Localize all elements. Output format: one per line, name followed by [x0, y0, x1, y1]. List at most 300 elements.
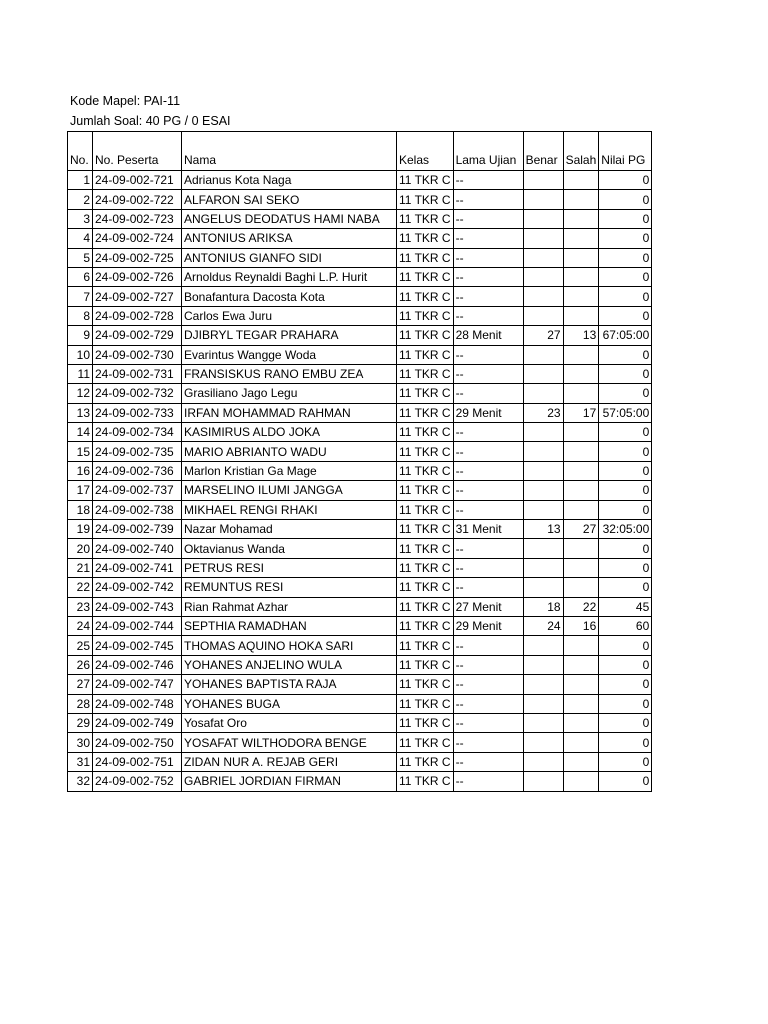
cell-nilai-pg: 0: [599, 229, 652, 248]
cell-benar: [523, 209, 563, 228]
cell-no-peserta: 24-09-002-729: [93, 326, 182, 345]
cell-kelas: 11 TKR C: [397, 248, 454, 267]
column-header-nama: Nama: [182, 132, 397, 171]
cell-nilai-pg: 0: [599, 287, 652, 306]
cell-no-peserta: 24-09-002-740: [93, 539, 182, 558]
cell-nilai-pg: 0: [599, 733, 652, 752]
cell-benar: [523, 384, 563, 403]
cell-no-peserta: 24-09-002-732: [93, 384, 182, 403]
table-row: [68, 267, 652, 286]
cell-lama-ujian: --: [453, 636, 523, 655]
cell-salah: [563, 461, 599, 480]
column-header-no: No.: [68, 132, 93, 171]
jumlah-soal-label: Jumlah Soal: 40 PG / 0 ESAI: [70, 114, 231, 128]
cell-benar: [523, 539, 563, 558]
table-row: [68, 694, 652, 713]
cell-nilai-pg: 0: [599, 481, 652, 500]
cell-salah: [563, 306, 599, 325]
cell-benar: [523, 248, 563, 267]
cell-no-peserta: 24-09-002-724: [93, 229, 182, 248]
column-header-lama-ujian: Lama Ujian: [453, 132, 523, 171]
cell-benar: 13: [523, 520, 563, 539]
cell-lama-ujian: --: [453, 287, 523, 306]
cell-salah: 13: [563, 326, 599, 345]
cell-no: 16: [68, 461, 93, 480]
cell-nilai-pg: 0: [599, 306, 652, 325]
cell-kelas: 11 TKR C: [397, 481, 454, 500]
table-row: [68, 578, 652, 597]
table-row: [68, 520, 652, 539]
cell-lama-ujian: --: [453, 267, 523, 286]
cell-benar: [523, 190, 563, 209]
cell-no: 25: [68, 636, 93, 655]
cell-no-peserta: 24-09-002-744: [93, 616, 182, 635]
cell-no-peserta: 24-09-002-728: [93, 306, 182, 325]
cell-nilai-pg: 0: [599, 558, 652, 577]
cell-no: 18: [68, 500, 93, 519]
cell-no: 24: [68, 616, 93, 635]
cell-lama-ujian: --: [453, 442, 523, 461]
cell-kelas: 11 TKR C: [397, 267, 454, 286]
cell-no: 5: [68, 248, 93, 267]
cell-benar: 18: [523, 597, 563, 616]
cell-nilai-pg: 0: [599, 423, 652, 442]
cell-nama: Marlon Kristian Ga Mage: [182, 461, 397, 480]
cell-kelas: 11 TKR C: [397, 209, 454, 228]
cell-salah: [563, 229, 599, 248]
cell-kelas: 11 TKR C: [397, 171, 454, 190]
table-row: [68, 461, 652, 480]
table-row: [68, 539, 652, 558]
cell-nama: MIKHAEL RENGI RHAKI: [182, 500, 397, 519]
cell-no-peserta: 24-09-002-752: [93, 772, 182, 791]
cell-benar: [523, 655, 563, 674]
cell-benar: 27: [523, 326, 563, 345]
table-row: [68, 733, 652, 752]
cell-no-peserta: 24-09-002-721: [93, 171, 182, 190]
cell-nama: YOSAFAT WILTHODORA BENGE: [182, 733, 397, 752]
cell-no-peserta: 24-09-002-749: [93, 713, 182, 732]
cell-salah: 22: [563, 597, 599, 616]
cell-nilai-pg: 0: [599, 171, 652, 190]
cell-no-peserta: 24-09-002-726: [93, 267, 182, 286]
cell-no: 11: [68, 364, 93, 383]
cell-nama: ZIDAN NUR A. REJAB GERI: [182, 752, 397, 771]
cell-benar: [523, 713, 563, 732]
cell-salah: [563, 733, 599, 752]
cell-kelas: 11 TKR C: [397, 733, 454, 752]
cell-no: 15: [68, 442, 93, 461]
cell-benar: [523, 675, 563, 694]
cell-no-peserta: 24-09-002-748: [93, 694, 182, 713]
cell-no: 7: [68, 287, 93, 306]
cell-nama: Rian Rahmat Azhar: [182, 597, 397, 616]
cell-salah: [563, 752, 599, 771]
cell-benar: [523, 694, 563, 713]
cell-lama-ujian: --: [453, 578, 523, 597]
cell-salah: [563, 558, 599, 577]
cell-lama-ujian: --: [453, 675, 523, 694]
cell-salah: [563, 694, 599, 713]
cell-salah: 27: [563, 520, 599, 539]
cell-salah: [563, 578, 599, 597]
cell-kelas: 11 TKR C: [397, 694, 454, 713]
cell-no-peserta: 24-09-002-747: [93, 675, 182, 694]
cell-nama: Arnoldus Reynaldi Baghi L.P. Hurit: [182, 267, 397, 286]
cell-lama-ujian: --: [453, 461, 523, 480]
cell-nama: THOMAS AQUINO HOKA SARI: [182, 636, 397, 655]
cell-benar: 23: [523, 403, 563, 422]
cell-no-peserta: 24-09-002-736: [93, 461, 182, 480]
cell-kelas: 11 TKR C: [397, 384, 454, 403]
column-header-nilai-pg: Nilai PG: [599, 132, 652, 171]
cell-benar: [523, 733, 563, 752]
table-row: [68, 403, 652, 422]
cell-no-peserta: 24-09-002-723: [93, 209, 182, 228]
cell-benar: [523, 558, 563, 577]
cell-no: 13: [68, 403, 93, 422]
column-header-kelas: Kelas: [397, 132, 454, 171]
cell-kelas: 11 TKR C: [397, 190, 454, 209]
table-row: [68, 500, 652, 519]
cell-salah: [563, 171, 599, 190]
cell-kelas: 11 TKR C: [397, 655, 454, 674]
cell-no: 17: [68, 481, 93, 500]
cell-no-peserta: 24-09-002-730: [93, 345, 182, 364]
cell-kelas: 11 TKR C: [397, 578, 454, 597]
cell-kelas: 11 TKR C: [397, 520, 454, 539]
cell-nama: KASIMIRUS ALDO JOKA: [182, 423, 397, 442]
cell-benar: [523, 171, 563, 190]
cell-no: 27: [68, 675, 93, 694]
table-row: [68, 306, 652, 325]
cell-kelas: 11 TKR C: [397, 636, 454, 655]
cell-lama-ujian: 29 Menit: [453, 403, 523, 422]
cell-no: 20: [68, 539, 93, 558]
cell-lama-ujian: --: [453, 694, 523, 713]
cell-kelas: 11 TKR C: [397, 772, 454, 791]
table-row: [68, 171, 652, 190]
cell-no: 30: [68, 733, 93, 752]
cell-nama: YOHANES ANJELINO WULA: [182, 655, 397, 674]
cell-benar: [523, 267, 563, 286]
cell-benar: [523, 752, 563, 771]
cell-no-peserta: 24-09-002-742: [93, 578, 182, 597]
cell-salah: [563, 772, 599, 791]
table-row: [68, 190, 652, 209]
cell-nilai-pg: 0: [599, 772, 652, 791]
cell-nama: GABRIEL JORDIAN FIRMAN: [182, 772, 397, 791]
cell-kelas: 11 TKR C: [397, 558, 454, 577]
cell-nama: YOHANES BAPTISTA RAJA: [182, 675, 397, 694]
cell-no: 14: [68, 423, 93, 442]
cell-salah: [563, 287, 599, 306]
cell-salah: [563, 500, 599, 519]
cell-no-peserta: 24-09-002-741: [93, 558, 182, 577]
cell-no: 3: [68, 209, 93, 228]
cell-nama: Evarintus Wangge Woda: [182, 345, 397, 364]
cell-no-peserta: 24-09-002-738: [93, 500, 182, 519]
cell-salah: [563, 267, 599, 286]
cell-no: 29: [68, 713, 93, 732]
table-row: [68, 384, 652, 403]
table-row: [68, 655, 652, 674]
cell-nilai-pg: 0: [599, 675, 652, 694]
cell-nama: SEPTHIA RAMADHAN: [182, 616, 397, 635]
cell-benar: [523, 636, 563, 655]
cell-nilai-pg: 0: [599, 345, 652, 364]
table-row: [68, 772, 652, 791]
cell-kelas: 11 TKR C: [397, 364, 454, 383]
cell-lama-ujian: --: [453, 733, 523, 752]
cell-nilai-pg: 60: [599, 616, 652, 635]
cell-no-peserta: 24-09-002-725: [93, 248, 182, 267]
cell-nama: IRFAN MOHAMMAD RAHMAN: [182, 403, 397, 422]
cell-nama: MARIO ABRIANTO WADU: [182, 442, 397, 461]
table-header-row: [68, 132, 652, 171]
cell-kelas: 11 TKR C: [397, 675, 454, 694]
cell-lama-ujian: --: [453, 190, 523, 209]
cell-benar: [523, 481, 563, 500]
cell-benar: [523, 423, 563, 442]
cell-no: 12: [68, 384, 93, 403]
cell-lama-ujian: --: [453, 752, 523, 771]
kode-mapel-label: Kode Mapel: PAI-11: [70, 94, 181, 108]
cell-lama-ujian: --: [453, 209, 523, 228]
cell-no-peserta: 24-09-002-727: [93, 287, 182, 306]
table-row: [68, 675, 652, 694]
table-row: [68, 616, 652, 635]
cell-nama: Adrianus Kota Naga: [182, 171, 397, 190]
cell-kelas: 11 TKR C: [397, 229, 454, 248]
table-row: [68, 248, 652, 267]
cell-kelas: 11 TKR C: [397, 597, 454, 616]
cell-salah: [563, 675, 599, 694]
cell-nilai-pg: 57:05:00: [599, 403, 652, 422]
cell-lama-ujian: --: [453, 713, 523, 732]
cell-kelas: 11 TKR C: [397, 500, 454, 519]
cell-lama-ujian: --: [453, 772, 523, 791]
cell-nilai-pg: 0: [599, 752, 652, 771]
cell-salah: 17: [563, 403, 599, 422]
table-row: [68, 597, 652, 616]
cell-benar: [523, 345, 563, 364]
cell-nama: FRANSISKUS RANO EMBU ZEA: [182, 364, 397, 383]
cell-nilai-pg: 0: [599, 267, 652, 286]
cell-kelas: 11 TKR C: [397, 752, 454, 771]
table-row: [68, 364, 652, 383]
cell-nama: PETRUS RESI: [182, 558, 397, 577]
cell-nama: ANGELUS DEODATUS HAMI NABA: [182, 209, 397, 228]
table-row: [68, 481, 652, 500]
table-row: [68, 442, 652, 461]
cell-lama-ujian: --: [453, 481, 523, 500]
cell-salah: [563, 442, 599, 461]
exam-results-table: [67, 131, 652, 792]
cell-no: 1: [68, 171, 93, 190]
cell-no: 32: [68, 772, 93, 791]
column-header-salah: Salah: [563, 132, 599, 171]
cell-nilai-pg: 0: [599, 442, 652, 461]
cell-nilai-pg: 0: [599, 209, 652, 228]
cell-no-peserta: 24-09-002-751: [93, 752, 182, 771]
cell-kelas: 11 TKR C: [397, 713, 454, 732]
cell-no-peserta: 24-09-002-734: [93, 423, 182, 442]
cell-no: 10: [68, 345, 93, 364]
cell-lama-ujian: --: [453, 500, 523, 519]
cell-benar: [523, 364, 563, 383]
cell-nama: Carlos Ewa Juru: [182, 306, 397, 325]
cell-nama: Grasiliano Jago Legu: [182, 384, 397, 403]
cell-nama: Nazar Mohamad: [182, 520, 397, 539]
cell-no: 4: [68, 229, 93, 248]
cell-salah: [563, 481, 599, 500]
cell-no: 9: [68, 326, 93, 345]
cell-lama-ujian: 31 Menit: [453, 520, 523, 539]
cell-benar: [523, 578, 563, 597]
table-row: [68, 423, 652, 442]
table-row: [68, 345, 652, 364]
cell-lama-ujian: 27 Menit: [453, 597, 523, 616]
cell-salah: [563, 345, 599, 364]
cell-benar: [523, 500, 563, 519]
cell-nilai-pg: 0: [599, 578, 652, 597]
cell-benar: [523, 287, 563, 306]
cell-benar: [523, 772, 563, 791]
table-row: [68, 287, 652, 306]
cell-nama: ANTONIUS ARIKSA: [182, 229, 397, 248]
cell-salah: [563, 190, 599, 209]
cell-nama: Yosafat Oro: [182, 713, 397, 732]
cell-lama-ujian: --: [453, 423, 523, 442]
cell-no-peserta: 24-09-002-743: [93, 597, 182, 616]
table-row: [68, 713, 652, 732]
cell-nama: Bonafantura Dacosta Kota: [182, 287, 397, 306]
cell-nilai-pg: 0: [599, 713, 652, 732]
cell-kelas: 11 TKR C: [397, 616, 454, 635]
cell-salah: [563, 423, 599, 442]
cell-lama-ujian: --: [453, 345, 523, 364]
cell-no: 19: [68, 520, 93, 539]
cell-nilai-pg: 0: [599, 636, 652, 655]
cell-kelas: 11 TKR C: [397, 442, 454, 461]
cell-salah: [563, 248, 599, 267]
cell-nilai-pg: 0: [599, 461, 652, 480]
cell-benar: [523, 461, 563, 480]
cell-kelas: 11 TKR C: [397, 461, 454, 480]
cell-nilai-pg: 32:05:00: [599, 520, 652, 539]
cell-kelas: 11 TKR C: [397, 345, 454, 364]
table-body: [68, 171, 652, 792]
cell-no-peserta: 24-09-002-735: [93, 442, 182, 461]
cell-nama: ALFARON SAI SEKO: [182, 190, 397, 209]
table-row: [68, 209, 652, 228]
cell-lama-ujian: --: [453, 171, 523, 190]
cell-nilai-pg: 0: [599, 384, 652, 403]
cell-no-peserta: 24-09-002-733: [93, 403, 182, 422]
cell-salah: [563, 384, 599, 403]
table-row: [68, 752, 652, 771]
cell-no-peserta: 24-09-002-731: [93, 364, 182, 383]
cell-nama: Oktavianus Wanda: [182, 539, 397, 558]
cell-no-peserta: 24-09-002-745: [93, 636, 182, 655]
cell-nilai-pg: 0: [599, 364, 652, 383]
table-row: [68, 636, 652, 655]
cell-nilai-pg: 0: [599, 500, 652, 519]
cell-no-peserta: 24-09-002-722: [93, 190, 182, 209]
table-row: [68, 229, 652, 248]
cell-lama-ujian: --: [453, 384, 523, 403]
cell-salah: [563, 539, 599, 558]
cell-lama-ujian: 28 Menit: [453, 326, 523, 345]
cell-no: 28: [68, 694, 93, 713]
cell-no: 23: [68, 597, 93, 616]
cell-no: 8: [68, 306, 93, 325]
cell-lama-ujian: --: [453, 229, 523, 248]
cell-nama: MARSELINO ILUMI JANGGA: [182, 481, 397, 500]
cell-nilai-pg: 0: [599, 655, 652, 674]
cell-lama-ujian: --: [453, 655, 523, 674]
column-header-no-peserta: No. Peserta: [93, 132, 182, 171]
cell-no: 2: [68, 190, 93, 209]
cell-benar: [523, 229, 563, 248]
column-header-benar: Benar: [523, 132, 563, 171]
cell-benar: [523, 306, 563, 325]
cell-lama-ujian: --: [453, 539, 523, 558]
cell-kelas: 11 TKR C: [397, 287, 454, 306]
cell-kelas: 11 TKR C: [397, 423, 454, 442]
cell-salah: 16: [563, 616, 599, 635]
cell-kelas: 11 TKR C: [397, 326, 454, 345]
cell-benar: [523, 442, 563, 461]
cell-nama: REMUNTUS RESI: [182, 578, 397, 597]
cell-no: 22: [68, 578, 93, 597]
cell-salah: [563, 713, 599, 732]
cell-no: 26: [68, 655, 93, 674]
cell-salah: [563, 636, 599, 655]
cell-lama-ujian: --: [453, 364, 523, 383]
cell-no: 6: [68, 267, 93, 286]
cell-kelas: 11 TKR C: [397, 306, 454, 325]
cell-no: 21: [68, 558, 93, 577]
table-row: [68, 326, 652, 345]
cell-no: 31: [68, 752, 93, 771]
cell-lama-ujian: --: [453, 248, 523, 267]
cell-lama-ujian: --: [453, 558, 523, 577]
cell-salah: [563, 655, 599, 674]
cell-no-peserta: 24-09-002-737: [93, 481, 182, 500]
cell-nama: YOHANES BUGA: [182, 694, 397, 713]
cell-nilai-pg: 67:05:00: [599, 326, 652, 345]
cell-kelas: 11 TKR C: [397, 403, 454, 422]
cell-nama: ANTONIUS GIANFO SIDI: [182, 248, 397, 267]
cell-nilai-pg: 0: [599, 248, 652, 267]
cell-benar: 24: [523, 616, 563, 635]
table-row: [68, 558, 652, 577]
cell-kelas: 11 TKR C: [397, 539, 454, 558]
cell-nilai-pg: 0: [599, 694, 652, 713]
cell-no-peserta: 24-09-002-746: [93, 655, 182, 674]
cell-nilai-pg: 0: [599, 539, 652, 558]
cell-no-peserta: 24-09-002-750: [93, 733, 182, 752]
cell-lama-ujian: --: [453, 306, 523, 325]
cell-nilai-pg: 45: [599, 597, 652, 616]
cell-no-peserta: 24-09-002-739: [93, 520, 182, 539]
cell-nilai-pg: 0: [599, 190, 652, 209]
cell-salah: [563, 364, 599, 383]
cell-salah: [563, 209, 599, 228]
cell-lama-ujian: 29 Menit: [453, 616, 523, 635]
